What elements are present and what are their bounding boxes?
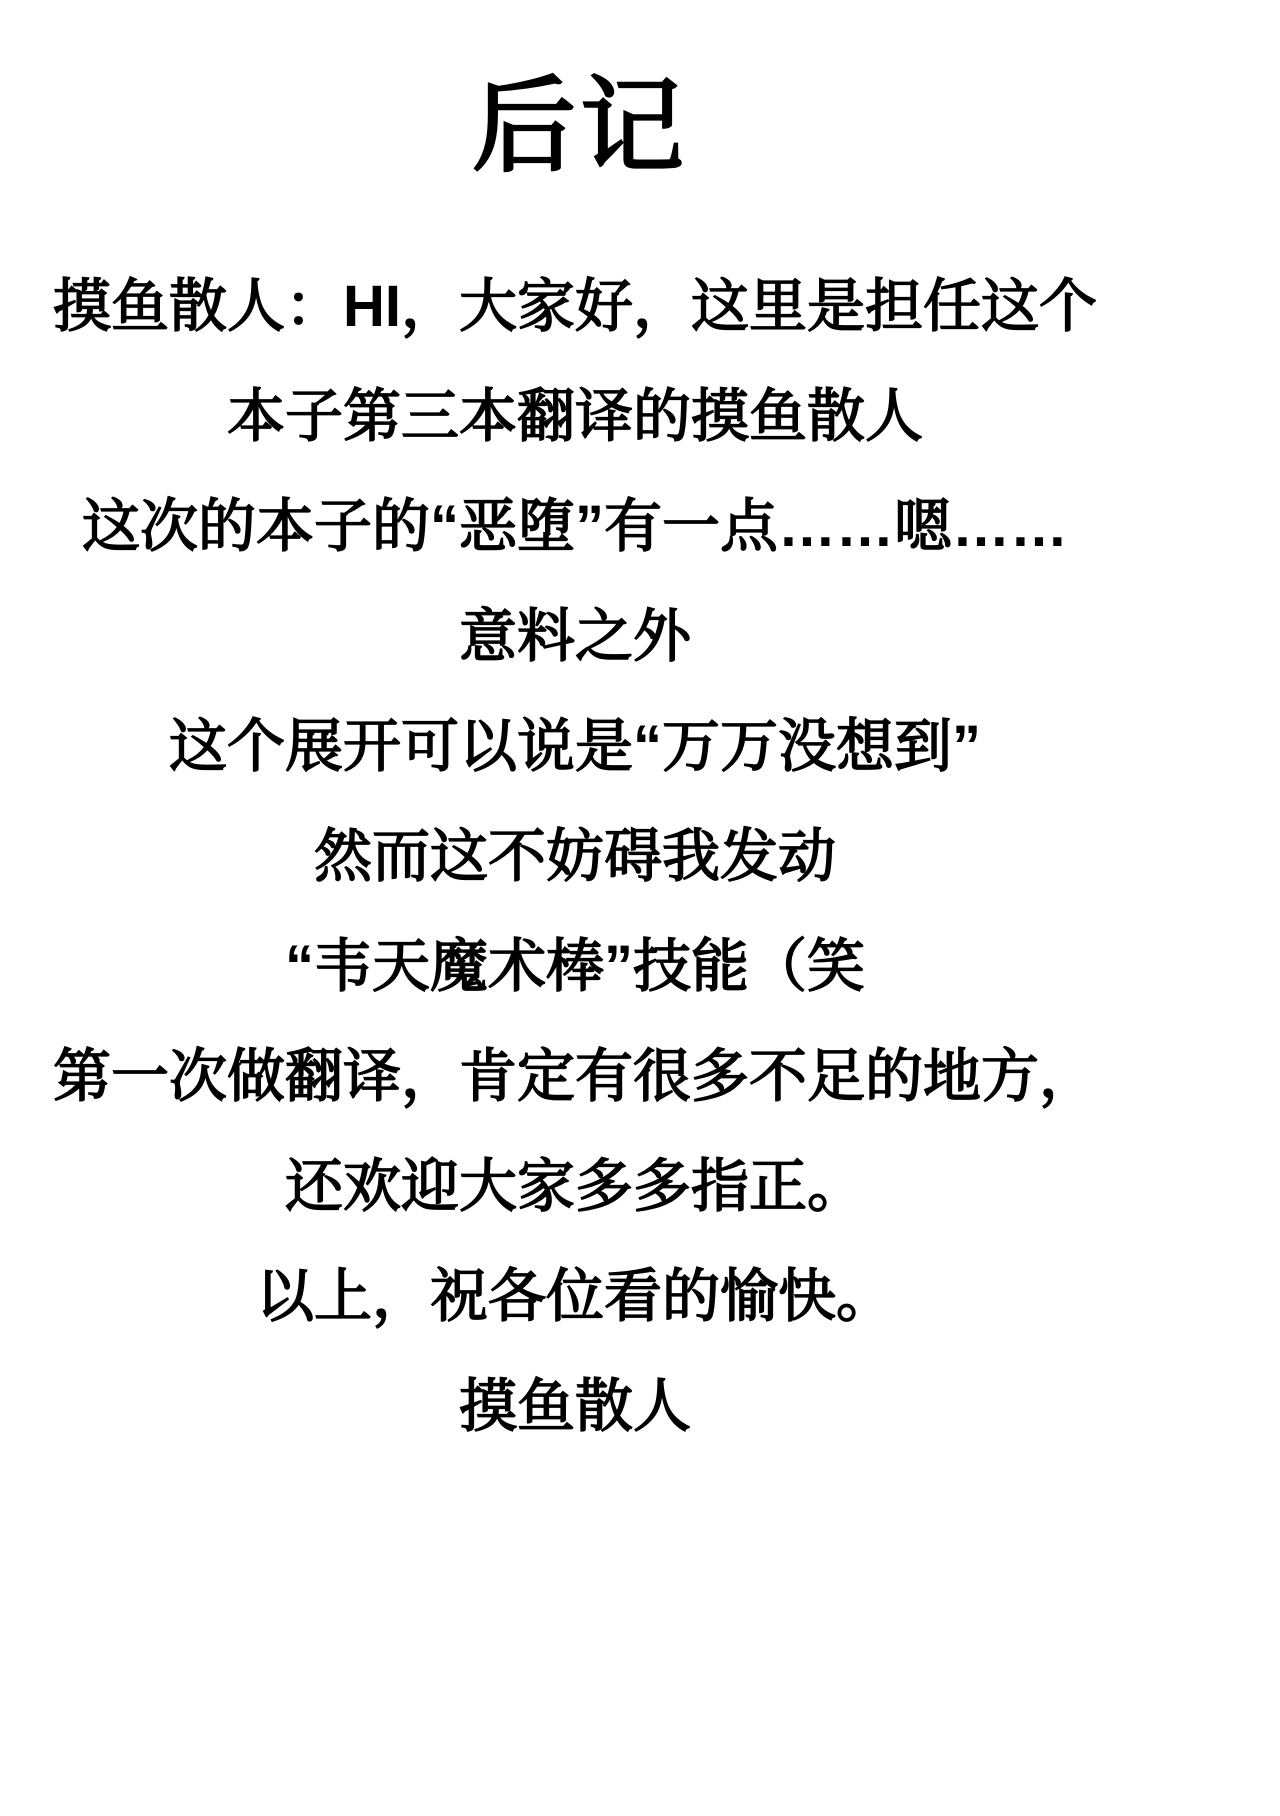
- text-line-8: 第一次做翻译，肯定有很多不足的地方，: [52, 1044, 1097, 1109]
- text-line-9: 还欢迎大家多多指正。: [284, 1154, 865, 1219]
- text-line-5: 这个展开可以说是“万万没想到”: [168, 714, 981, 779]
- page-title: 后记: [471, 69, 688, 185]
- text-line-7: “韦天魔术棒”技能（笑: [284, 934, 865, 999]
- afterword-text-block: [0, 252, 1150, 1462]
- text-line-4: 意料之外: [458, 604, 691, 669]
- text-line-6: 然而这不妨碍我发动: [313, 824, 836, 889]
- text-line-11: 摸鱼散人: [458, 1374, 691, 1439]
- text-line-1: 摸鱼散人：HI，大家好，这里是担任这个: [52, 274, 1097, 339]
- text-line-10: 以上，祝各位看的愉快。: [255, 1264, 894, 1329]
- text-line-3: 这次的本子的“恶堕”有一点……嗯……: [81, 494, 1068, 559]
- text-line-2: 本子第三本翻译的摸鱼散人: [226, 384, 923, 449]
